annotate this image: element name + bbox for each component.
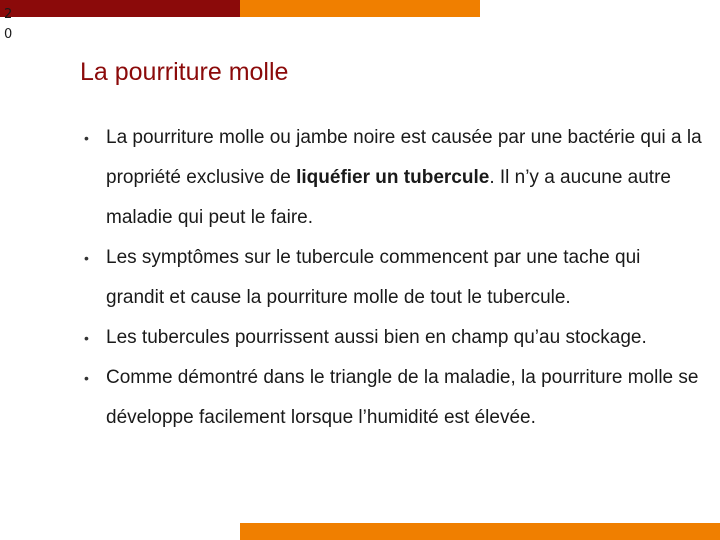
bullet-bold-text: liquéfier un tubercule bbox=[296, 167, 490, 188]
bullet-item bbox=[82, 238, 702, 318]
bullet-list bbox=[82, 118, 702, 438]
slide-number-digit-2: 0 bbox=[4, 27, 13, 42]
top-accent-bar-orange bbox=[240, 0, 480, 17]
bullet-dot-icon: • bbox=[84, 370, 89, 386]
bullet-text: Les tubercules pourrissent aussi bien en champ qu’au stockage. bbox=[106, 327, 647, 348]
top-accent-bar-red bbox=[0, 0, 240, 17]
bullet-text: Comme démontré dans le triangle de la maladie, la pourriture molle se développe facilement lorsque l’humidité est élevée. bbox=[106, 367, 699, 428]
bullet-dot-icon: • bbox=[84, 250, 89, 266]
bullet-text: Les symptômes sur le tubercule commencent par une tache qui grandit et cause la pourriture molle de tout le tubercule. bbox=[106, 247, 641, 308]
slide-number bbox=[4, 5, 18, 45]
slide-number-digit-1: 2 bbox=[4, 7, 13, 22]
bullet-text-after: . Il n’y a aucune autre maladie qui peut le faire. bbox=[106, 167, 671, 228]
bottom-accent-bar-orange bbox=[240, 523, 720, 540]
bullet-item bbox=[82, 358, 702, 438]
bullet-item bbox=[82, 318, 702, 358]
bullet-dot-icon: • bbox=[84, 130, 89, 146]
bullet-item bbox=[82, 118, 702, 238]
bullet-dot-icon: • bbox=[84, 330, 89, 346]
slide-title: La pourriture molle bbox=[80, 58, 289, 86]
bullet-text: La pourriture molle ou jambe noire est causée par une bactérie qui a la propriété exclusive de bbox=[106, 127, 702, 188]
